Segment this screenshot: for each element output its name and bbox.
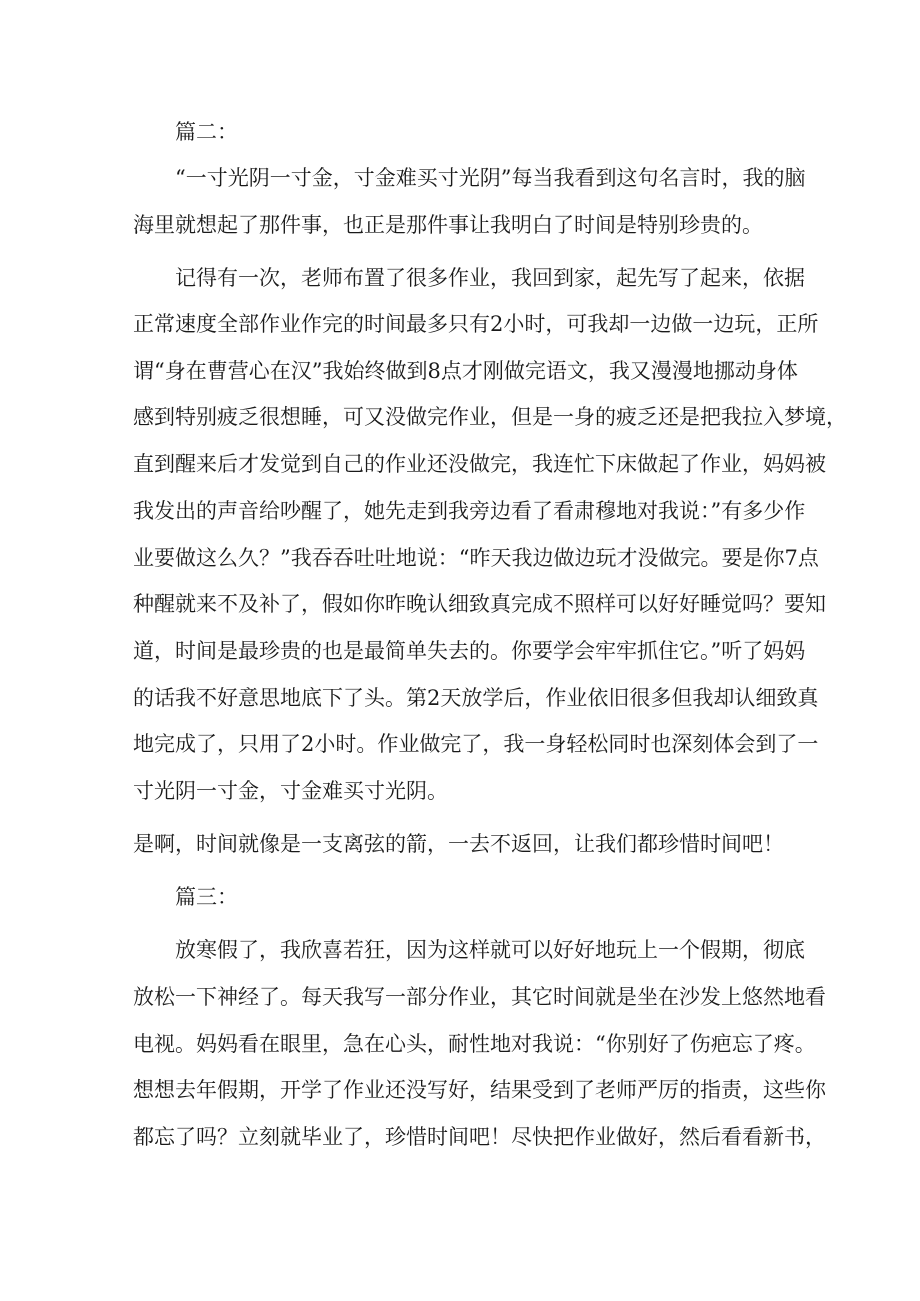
paragraph-line: 感到特别疲乏很想睡，可又没做完作业，但是一身的疲乏还是把我拉入梦境， [133,405,847,429]
paragraph-line: 谓“身在曹营心在汉”我始终做到8点才刚做完语文，我又漫漫地挪动身体 [133,359,798,383]
paragraph-line: 想想去年假期，开学了作业还没写好，结果受到了老师严厉的指责，这些你 [133,1078,826,1102]
paragraph-line: 放松一下神经了。每天我写一部分作业，其它时间就是坐在沙发上悠然地看 [133,985,826,1009]
paragraph-line: 道，时间是最珍贵的也是最简单失去的。你要学会牢牢抓住它。”听了妈妈 [133,639,806,663]
paragraph-line: 是啊，时间就像是一支离弦的箭，一去不返回，让我们都珍惜时间吧！ [133,832,784,856]
paragraph-line: 寸光阴一寸金，寸金难买寸光阴。 [133,779,448,803]
paragraph-line: 地完成了，只用了2小时。作业做完了，我一身轻松同时也深刻体会到了一 [133,732,819,756]
paragraph-line: 记得有一次，老师布置了很多作业，我回到家，起先写了起来，依据 [175,266,805,290]
paragraph-line: 正常速度全部作业作完的时间最多只有2小时，可我却一边做一边玩，正所 [133,312,819,336]
paragraph-line: “一寸光阴一寸金，寸金难买寸光阴”每当我看到这句名言时，我的脑 [175,166,806,190]
paragraph-line: 的话我不好意思地底下了头。第2天放学后，作业依旧很多但我却认细致真 [133,686,819,710]
section-heading-3: 篇三： [175,885,238,909]
paragraph-line: 放寒假了，我欣喜若狂，因为这样就可以好好地玩上一个假期，彻底 [175,938,805,962]
paragraph-line: 电视。妈妈看在眼里，急在心头，耐性地对我说：“你别好了伤疤忘了疼。 [133,1032,816,1056]
paragraph-line: 直到醒来后才发觉到自己的作业还没做完，我连忙下床做起了作业，妈妈被 [133,452,826,476]
paragraph-line: 种醒就来不及补了，假如你昨晚认细致真完成不照样可以好好睡觉吗？要知 [133,592,826,616]
section-heading-2: 篇二： [175,120,238,144]
paragraph-line: 业要做这么久？”我吞吞吐吐地说：“昨天我边做边玩才没做完。要是你7点 [133,546,819,570]
paragraph-line: 我发出的声音给吵醒了，她先走到我旁边看了看肃穆地对我说：”有多少作 [133,499,806,523]
paragraph-line: 海里就想起了那件事，也正是那件事让我明白了时间是特别珍贵的。 [133,213,763,237]
paragraph-line: 都忘了吗？立刻就毕业了，珍惜时间吧！尽快把作业做好，然后看看新书， [133,1125,826,1149]
